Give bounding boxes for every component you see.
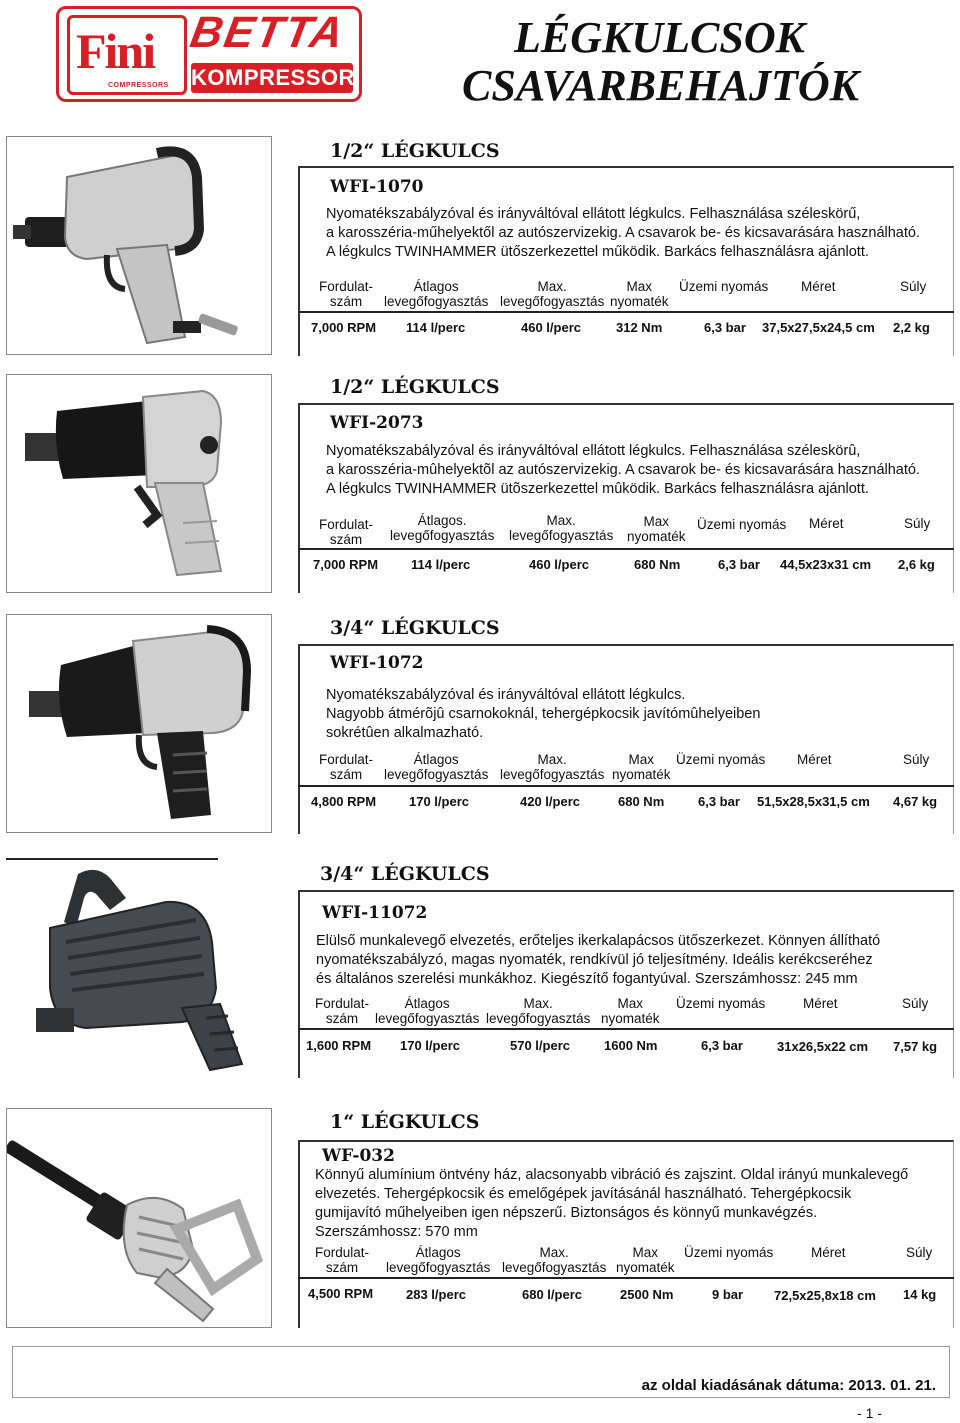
spec-value-pressure: 6,3 bar bbox=[704, 320, 746, 335]
spec-divider bbox=[298, 311, 954, 313]
spec-label-pressure: Üzemi nyomás bbox=[676, 752, 766, 767]
product-description bbox=[326, 442, 920, 499]
description-line: Nagyobb átmérõjû csarnokoknál, tehergépkocsik javítómûhelyeiben bbox=[326, 706, 761, 722]
spec-value-rpm: 4,800 RPM bbox=[311, 794, 377, 809]
product-heading: 1/2“ LÉGKULCS bbox=[330, 140, 500, 162]
spec-label-size: Méret bbox=[803, 996, 838, 1011]
description-line: A légkulcs TWINHAMMER ütõszerkezettel mûködik. Barkács felhasználásra ajánlott. bbox=[326, 481, 869, 497]
spec-label-max-air: Max. levegőfogyasztás bbox=[500, 752, 605, 782]
spec-label-pressure: Üzemi nyomás bbox=[676, 996, 766, 1011]
spec-label-rpm: Fordulat- szám bbox=[315, 1245, 370, 1275]
spec-value-rpm: 7,000 RPM bbox=[313, 557, 379, 572]
spec-value-torque: 1600 Nm bbox=[604, 1038, 658, 1053]
description-line: Nyomatékszabályzóval és irányváltóval ellátott légkulcs. Felhasználása széleskörû, bbox=[326, 443, 861, 459]
spec-label-max-air: Max. levegőfogyasztás bbox=[500, 279, 605, 309]
publication-date: az oldal kiadásának dátuma: 2013. 01. 21. bbox=[641, 1377, 936, 1394]
spec-label-avg-air: Átlagos levegőfogyasztás bbox=[384, 752, 489, 782]
spec-divider bbox=[298, 1277, 954, 1279]
spec-label-weight: Súly bbox=[902, 996, 929, 1011]
spec-label-max-air: Max. levegőfogyasztás bbox=[486, 996, 591, 1026]
spec-value-max-air: 680 l/perc bbox=[522, 1287, 582, 1302]
fini-logo-text: Fini bbox=[76, 23, 155, 79]
spec-value-size: 51,5x28,5x31,5 cm bbox=[757, 794, 870, 809]
spec-divider bbox=[298, 548, 954, 550]
spec-value-rpm: 7,000 RPM bbox=[311, 320, 377, 335]
product-description bbox=[315, 1166, 908, 1242]
spec-value-torque: 312 Nm bbox=[616, 320, 663, 335]
frame-top-rule bbox=[6, 858, 218, 860]
description-line: a karosszéria-műhelyektől az autószervizekig. A csavarok be- és kicsavarására használható. bbox=[326, 225, 920, 241]
spec-value-avg-air: 114 l/perc bbox=[411, 557, 471, 572]
spec-label-rpm: Fordulat- szám bbox=[319, 752, 374, 782]
spec-value-weight: 2,6 kg bbox=[898, 557, 935, 572]
description-line: a karosszéria-mûhelyektõl az autószervizekig. A csavarok be- és kicsavarására használható. bbox=[326, 462, 920, 478]
spec-label-avg-air: Átlagos levegőfogyasztás bbox=[384, 279, 489, 309]
spec-value-torque: 680 Nm bbox=[634, 557, 681, 572]
product-heading: 1“ LÉGKULCS bbox=[330, 1111, 480, 1133]
product-model: WFI-11072 bbox=[322, 903, 428, 923]
spec-value-pressure: 9 bar bbox=[712, 1287, 744, 1302]
spec-value-avg-air: 114 l/perc bbox=[406, 320, 466, 335]
description-line: Könnyű alumínium öntvény ház, alacsonyabb vibráció és zajszint. Oldal irányú munkalevegő bbox=[315, 1167, 909, 1183]
spec-label-avg-air: Átlagos. levegőfogyasztás bbox=[390, 513, 495, 543]
impact-wrench-1-inch-icon bbox=[7, 1109, 271, 1327]
spec-label-size: Méret bbox=[801, 279, 836, 294]
spec-label-size: Méret bbox=[809, 516, 844, 531]
spec-label-rpm: Fordulat- szám bbox=[319, 517, 374, 547]
spec-label-avg-air: Átlagos levegőfogyasztás bbox=[386, 1245, 491, 1275]
spec-label-size: Méret bbox=[797, 752, 832, 767]
spec-value-rpm: 4,500 RPM bbox=[308, 1286, 374, 1301]
description-line: A légkulcs TWINHAMMER ütőszerkezettel működik. Barkács felhasználásra ajánlott. bbox=[326, 244, 869, 260]
spec-value-pressure: 6,3 bar bbox=[701, 1038, 743, 1053]
page-number: - 1 - bbox=[857, 1405, 882, 1421]
description-line: sokrétûen alkalmazható. bbox=[326, 725, 484, 741]
page-title-line1: LÉGKULCSOK bbox=[514, 13, 805, 62]
spec-label-max-air: Max. levegőfogyasztás bbox=[502, 1245, 607, 1275]
spec-value-weight: 4,67 kg bbox=[893, 794, 938, 809]
spec-label-max-air: Max. levegőfogyasztás bbox=[509, 513, 614, 543]
spec-label-weight: Súly bbox=[900, 279, 927, 294]
fini-logo-subtext: COMPRESSORS bbox=[108, 82, 169, 89]
spec-value-max-air: 570 l/perc bbox=[510, 1038, 570, 1053]
impact-wrench-heavy-duty-icon bbox=[6, 858, 270, 1076]
spec-label-pressure: Üzemi nyomás bbox=[679, 279, 769, 294]
spec-label-weight: Súly bbox=[906, 1245, 933, 1260]
product-model: WFI-1070 bbox=[330, 177, 424, 197]
spec-value-size: 31x26,5x22 cm bbox=[777, 1039, 869, 1054]
spec-label-torque: Max nyomaték bbox=[610, 279, 669, 309]
spec-label-weight: Súly bbox=[904, 516, 931, 531]
spec-value-torque: 680 Nm bbox=[618, 794, 665, 809]
company-logo bbox=[56, 6, 362, 102]
page-title-line2: CSAVARBEHAJTÓK bbox=[462, 61, 859, 110]
product-image-frame bbox=[6, 614, 272, 833]
spec-value-max-air: 460 l/perc bbox=[529, 557, 589, 572]
spec-value-size: 37,5x27,5x24,5 cm bbox=[762, 320, 875, 335]
impact-wrench-3-4-icon bbox=[7, 615, 271, 832]
betta-logo-text: BETTA bbox=[186, 8, 349, 57]
spec-label-pressure: Üzemi nyomás bbox=[697, 517, 787, 532]
product-heading: 3/4“ LÉGKULCS bbox=[320, 863, 490, 885]
spec-value-pressure: 6,3 bar bbox=[718, 557, 760, 572]
fini-logo bbox=[67, 15, 187, 95]
kompressor-logo-text: KOMPRESSOR bbox=[191, 63, 353, 93]
product-description bbox=[326, 686, 760, 743]
spec-value-max-air: 460 l/perc bbox=[521, 320, 581, 335]
spec-label-size: Méret bbox=[811, 1245, 846, 1260]
spec-value-weight: 7,57 kg bbox=[893, 1039, 938, 1054]
impact-wrench-silver-icon bbox=[7, 137, 271, 354]
spec-value-pressure: 6,3 bar bbox=[698, 794, 740, 809]
spec-value-torque: 2500 Nm bbox=[620, 1287, 674, 1302]
description-line: és általános szerelési munkákhoz. Kiegészítő fogantyúval. Szerszámhossz: 245 mm bbox=[316, 971, 858, 987]
spec-value-avg-air: 283 l/perc bbox=[406, 1287, 466, 1302]
spec-label-torque: Max nyomaték bbox=[612, 752, 671, 782]
product-description bbox=[316, 932, 880, 989]
product-heading: 1/2“ LÉGKULCS bbox=[330, 376, 500, 398]
product-image-frame bbox=[6, 136, 272, 355]
spec-divider bbox=[298, 785, 954, 787]
spec-value-rpm: 1,600 RPM bbox=[306, 1038, 372, 1053]
description-line: nyomatékszabályzó, magas nyomaték, rendkívül jó teljesítmény. Ideális kerékcseréhez bbox=[316, 952, 873, 968]
spec-value-max-air: 420 l/perc bbox=[520, 794, 580, 809]
spec-value-weight: 14 kg bbox=[903, 1287, 937, 1302]
spec-label-rpm: Fordulat- szám bbox=[315, 996, 370, 1026]
description-line: Elülső munkalevegő elvezetés, erőteljes ikerkalapácsos ütőszerkezet. Könnyen állítható bbox=[316, 933, 881, 949]
product-model: WFI-2073 bbox=[330, 413, 424, 433]
spec-label-torque: Max nyomaték bbox=[627, 514, 686, 544]
description-line: Nyomatékszabályzóval és irányváltóval ellátott légkulcs. Felhasználása széleskörű, bbox=[326, 206, 861, 222]
impact-wrench-black-head-icon bbox=[7, 375, 271, 592]
spec-label-weight: Súly bbox=[903, 752, 930, 767]
spec-label-pressure: Üzemi nyomás bbox=[684, 1245, 774, 1260]
spec-value-size: 44,5x23x31 cm bbox=[780, 557, 872, 572]
spec-value-avg-air: 170 l/perc bbox=[409, 794, 469, 809]
spec-value-size: 72,5x25,8x18 cm bbox=[774, 1288, 876, 1303]
product-description bbox=[326, 205, 920, 262]
description-line: Nyomatékszabályzóval és irányváltóval ellátott légkulcs. bbox=[326, 687, 686, 703]
description-line: gumijavító műhelyeiben igen népszerű. Biztonságos és könnyű munkavégzés. bbox=[315, 1205, 818, 1221]
spec-label-torque: Max nyomaték bbox=[616, 1245, 675, 1275]
product-model: WFI-1072 bbox=[330, 653, 424, 673]
product-heading: 3/4“ LÉGKULCS bbox=[330, 617, 500, 639]
spec-label-torque: Max nyomaték bbox=[601, 996, 660, 1026]
product-image-frame bbox=[6, 858, 272, 1078]
spec-label-rpm: Fordulat- szám bbox=[319, 279, 374, 309]
product-image-frame bbox=[6, 374, 272, 593]
description-line: elvezetés. Tehergépkocsik és emelőgépek javításánál használható. Tehergépkocsik bbox=[315, 1186, 852, 1202]
product-image-frame bbox=[6, 1108, 272, 1328]
product-model: WF-032 bbox=[322, 1146, 395, 1166]
spec-value-avg-air: 170 l/perc bbox=[400, 1038, 460, 1053]
description-line: Szerszámhossz: 570 mm bbox=[315, 1224, 478, 1240]
spec-label-avg-air: Átlagos levegőfogyasztás bbox=[375, 996, 480, 1026]
spec-divider bbox=[298, 1028, 954, 1030]
spec-value-weight: 2,2 kg bbox=[893, 320, 930, 335]
